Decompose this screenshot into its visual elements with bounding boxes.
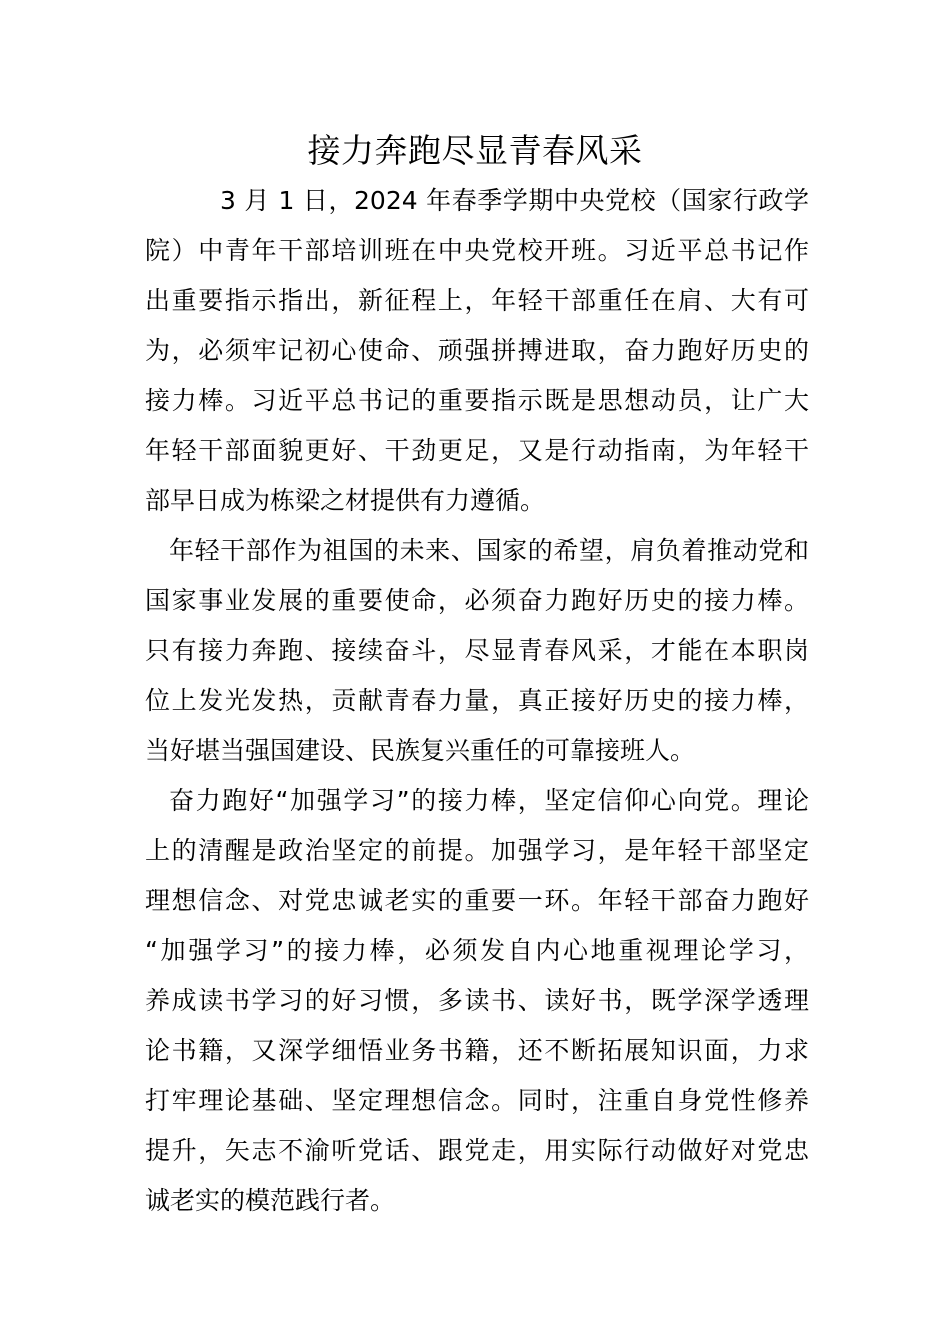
document-title: 接力奔跑尽显青春风采 xyxy=(307,131,643,170)
text-line: 当好堪当强国建设、民族复兴重任的可靠接班人。 xyxy=(145,736,696,765)
text-line: 年轻干部面貌更好、干劲更足，又是行动指南，为年轻干 xyxy=(145,436,809,465)
text-line: 只有接力奔跑、接续奋斗，尽显青春风采，才能在本职岗 xyxy=(145,636,809,665)
text-line: 打牢理论基础、坚定理想信念。同时，注重自身党性修养 xyxy=(145,1086,809,1115)
text-line: 位上发光发热，贡献青春力量，真正接好历史的接力棒， xyxy=(145,686,809,715)
text-line: 上的清醒是政治坚定的前提。加强学习，是年轻干部坚定 xyxy=(145,836,809,865)
text-line: 国家事业发展的重要使命，必须奋力跑好历史的接力棒。 xyxy=(145,586,809,615)
text-line: 诚老实的模范践行者。 xyxy=(145,1186,396,1215)
text-line: 理想信念、对党忠诚老实的重要一环。年轻干部奋力跑好 xyxy=(145,886,809,915)
text-line: 接力棒。习近平总书记的重要指示既是思想动员，让广大 xyxy=(145,386,809,415)
text-line: 论书籍，又深学细悟业务书籍，还不断拓展知识面，力求 xyxy=(145,1036,809,1065)
text-line: 部早日成为栋梁之材提供有力遵循。 xyxy=(145,486,546,515)
text-line: 提升，矢志不渝听党话、跟党走，用实际行动做好对党忠 xyxy=(145,1136,809,1165)
text-line: 院）中青年干部培训班在中央党校开班。习近平总书记作 xyxy=(145,236,809,265)
text-line: “加强学习”的接力棒，必须发自内心地重视理论学习， xyxy=(145,936,809,965)
text-line: 养成读书学习的好习惯，多读书、读好书，既学深学透理 xyxy=(145,986,809,1015)
text-line: 奋力跑好“加强学习”的接力棒，坚定信仰心向党。理论 xyxy=(169,786,809,815)
text-line: 3 月 1 日，2024 年春季学期中央党校（国家行政学 xyxy=(220,186,809,215)
text-line: 为，必须牢记初心使命、顽强拼搏进取，奋力跑好历史的 xyxy=(145,336,809,365)
text-line: 出重要指示指出，新征程上，年轻干部重任在肩、大有可 xyxy=(145,286,809,315)
text-line: 年轻干部作为祖国的未来、国家的希望，肩负着推动党和 xyxy=(169,536,809,565)
